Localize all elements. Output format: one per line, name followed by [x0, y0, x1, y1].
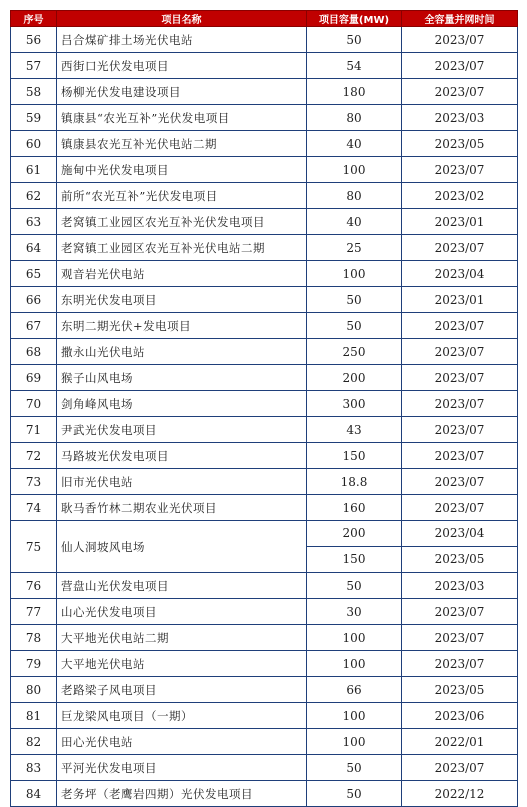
capacity-value: 80	[346, 188, 362, 203]
cell-capacity	[307, 755, 402, 781]
cell-serial-number: 66	[11, 287, 57, 313]
cell-capacity	[307, 105, 402, 131]
cell-serial-number: 75	[11, 521, 57, 573]
project-table	[10, 10, 518, 807]
capacity-value: 300	[342, 396, 366, 411]
date-value: 2023/07	[434, 344, 485, 359]
cell-project-name: 巨龙梁风电项目（一期）	[57, 703, 307, 729]
date-value: 2023/05	[434, 682, 485, 697]
cell-serial-number: 64	[11, 235, 57, 261]
cell-capacity	[307, 443, 402, 469]
cell-project-name: 大平地光伏电站	[57, 651, 307, 677]
table-body	[11, 27, 518, 807]
cell-serial-number: 57	[11, 53, 57, 79]
cell-serial-number: 79	[11, 651, 57, 677]
capacity-value: 180	[342, 84, 366, 99]
table-row	[11, 573, 518, 599]
cell-capacity	[307, 495, 402, 521]
cell-project-name: 施甸中光伏发电项目	[57, 157, 307, 183]
capacity-value: 50	[346, 578, 362, 593]
cell-grid-date	[402, 573, 518, 599]
cell-project-name: 东明二期光伏+发电项目	[57, 313, 307, 339]
cell-capacity	[307, 391, 402, 417]
date-value: 2023/07	[434, 656, 485, 671]
cell-project-name: 西街口光伏发电项目	[57, 53, 307, 79]
table-row	[11, 729, 518, 755]
cell-grid-date	[402, 313, 518, 339]
table-row	[11, 313, 518, 339]
date-value: 2023/07	[434, 318, 485, 333]
cell-serial-number: 73	[11, 469, 57, 495]
cell-project-name: 老窝镇工业园区农光互补光伏发电项目	[57, 209, 307, 235]
cell-grid-date	[402, 79, 518, 105]
cell-serial-number: 81	[11, 703, 57, 729]
capacity-value: 100	[342, 162, 366, 177]
cell-project-name: 平河光伏发电项目	[57, 755, 307, 781]
capacity-value: 50	[346, 318, 362, 333]
cell-capacity	[307, 573, 402, 599]
cell-project-name: 山心光伏发电项目	[57, 599, 307, 625]
capacity-value: 100	[342, 656, 366, 671]
date-value: 2023/05	[402, 546, 517, 572]
cell-serial-number: 59	[11, 105, 57, 131]
table-row	[11, 183, 518, 209]
project-table-container	[10, 10, 517, 807]
cell-grid-date	[402, 521, 518, 573]
cell-project-name: 尹武光伏发电项目	[57, 417, 307, 443]
date-value: 2023/07	[434, 162, 485, 177]
cell-serial-number: 60	[11, 131, 57, 157]
cell-serial-number: 80	[11, 677, 57, 703]
header-grid-connection-date: 全容量并网时间	[402, 11, 518, 27]
cell-capacity	[307, 651, 402, 677]
cell-capacity	[307, 287, 402, 313]
date-value: 2023/06	[434, 708, 485, 723]
cell-grid-date	[402, 339, 518, 365]
capacity-value: 100	[342, 266, 366, 281]
date-value: 2023/05	[434, 136, 485, 151]
capacity-value: 50	[346, 786, 362, 801]
cell-serial-number: 67	[11, 313, 57, 339]
cell-grid-date	[402, 183, 518, 209]
cell-project-name: 东明光伏发电项目	[57, 287, 307, 313]
cell-serial-number: 58	[11, 79, 57, 105]
header-row	[11, 11, 518, 27]
capacity-value: 80	[346, 110, 362, 125]
cell-capacity	[307, 521, 402, 573]
capacity-value: 50	[346, 32, 362, 47]
cell-project-name: 镇康县农光互补光伏电站二期	[57, 131, 307, 157]
cell-grid-date	[402, 781, 518, 807]
cell-capacity	[307, 781, 402, 807]
cell-serial-number: 61	[11, 157, 57, 183]
cell-grid-date	[402, 157, 518, 183]
table-row	[11, 521, 518, 573]
cell-project-name: 前所“农光互补”光伏发电项目	[57, 183, 307, 209]
cell-project-name: 老路梁子风电项目	[57, 677, 307, 703]
table-row	[11, 27, 518, 53]
cell-grid-date	[402, 131, 518, 157]
capacity-value: 50	[346, 760, 362, 775]
cell-serial-number: 76	[11, 573, 57, 599]
cell-capacity	[307, 235, 402, 261]
table-row	[11, 53, 518, 79]
table-row	[11, 703, 518, 729]
table-row	[11, 599, 518, 625]
cell-capacity	[307, 131, 402, 157]
cell-capacity	[307, 79, 402, 105]
cell-project-name: 仙人洞坡风电场	[57, 521, 307, 573]
header-serial-number: 序号	[11, 11, 57, 27]
cell-serial-number: 62	[11, 183, 57, 209]
date-value: 2023/07	[434, 760, 485, 775]
cell-project-name: 老务坪（老鹰岩四期）光伏发电项目	[57, 781, 307, 807]
table-row	[11, 755, 518, 781]
cell-grid-date	[402, 287, 518, 313]
cell-serial-number: 71	[11, 417, 57, 443]
cell-capacity	[307, 183, 402, 209]
cell-project-name: 撒永山光伏电站	[57, 339, 307, 365]
cell-capacity	[307, 339, 402, 365]
capacity-value: 200	[342, 370, 366, 385]
cell-grid-date	[402, 209, 518, 235]
cell-grid-date	[402, 53, 518, 79]
capacity-value: 30	[346, 604, 362, 619]
table-row	[11, 781, 518, 807]
cell-grid-date	[402, 677, 518, 703]
date-value: 2023/02	[434, 188, 485, 203]
table-row	[11, 131, 518, 157]
cell-capacity	[307, 677, 402, 703]
table-row	[11, 391, 518, 417]
cell-serial-number: 77	[11, 599, 57, 625]
cell-project-name: 田心光伏电站	[57, 729, 307, 755]
capacity-value: 150	[307, 546, 401, 572]
cell-project-name: 镇康县“农光互补”光伏发电项目	[57, 105, 307, 131]
cell-capacity	[307, 53, 402, 79]
date-value: 2023/04	[434, 266, 485, 281]
cell-serial-number: 63	[11, 209, 57, 235]
cell-serial-number: 82	[11, 729, 57, 755]
cell-capacity	[307, 417, 402, 443]
header-capacity: 项目容量(MW)	[307, 11, 402, 27]
date-value: 2023/01	[434, 292, 485, 307]
date-value: 2023/07	[434, 474, 485, 489]
capacity-value: 250	[342, 344, 366, 359]
capacity-value: 50	[346, 292, 362, 307]
cell-project-name: 吕合煤矿排土场光伏电站	[57, 27, 307, 53]
date-value: 2023/03	[434, 578, 485, 593]
capacity-value: 25	[346, 240, 362, 255]
date-value: 2023/07	[434, 240, 485, 255]
cell-project-name: 旧市光伏电站	[57, 469, 307, 495]
capacity-value: 43	[346, 422, 362, 437]
cell-serial-number: 68	[11, 339, 57, 365]
cell-grid-date	[402, 261, 518, 287]
cell-serial-number: 74	[11, 495, 57, 521]
cell-grid-date	[402, 365, 518, 391]
cell-grid-date	[402, 105, 518, 131]
cell-grid-date	[402, 391, 518, 417]
date-value: 2023/07	[434, 448, 485, 463]
date-value: 2023/07	[434, 58, 485, 73]
cell-serial-number: 83	[11, 755, 57, 781]
cell-serial-number: 65	[11, 261, 57, 287]
table-row	[11, 209, 518, 235]
table-row	[11, 443, 518, 469]
cell-capacity	[307, 729, 402, 755]
cell-project-name: 猴子山风电场	[57, 365, 307, 391]
cell-serial-number: 72	[11, 443, 57, 469]
date-value: 2023/07	[434, 370, 485, 385]
cell-project-name: 营盘山光伏发电项目	[57, 573, 307, 599]
cell-capacity	[307, 261, 402, 287]
date-value: 2023/07	[434, 422, 485, 437]
cell-serial-number: 84	[11, 781, 57, 807]
capacity-value: 160	[342, 500, 366, 515]
cell-project-name: 剑角峰风电场	[57, 391, 307, 417]
cell-grid-date	[402, 625, 518, 651]
cell-grid-date	[402, 495, 518, 521]
cell-capacity	[307, 365, 402, 391]
table-row	[11, 157, 518, 183]
date-value: 2022/01	[434, 734, 485, 749]
date-value: 2023/07	[434, 84, 485, 99]
table-row	[11, 417, 518, 443]
table-row	[11, 235, 518, 261]
table-row	[11, 495, 518, 521]
table-row	[11, 469, 518, 495]
capacity-value: 100	[342, 630, 366, 645]
cell-serial-number: 69	[11, 365, 57, 391]
cell-capacity	[307, 599, 402, 625]
date-value: 2023/01	[434, 214, 485, 229]
table-row	[11, 651, 518, 677]
cell-capacity	[307, 625, 402, 651]
date-value: 2023/03	[434, 110, 485, 125]
cell-project-name: 耿马香竹林二期农业光伏项目	[57, 495, 307, 521]
capacity-value: 200	[342, 526, 366, 540]
table-row	[11, 287, 518, 313]
table-row	[11, 365, 518, 391]
capacity-value: 40	[346, 136, 362, 151]
date-value: 2023/07	[434, 630, 485, 645]
cell-grid-date	[402, 755, 518, 781]
date-value: 2022/12	[434, 786, 485, 801]
capacity-value: 100	[342, 734, 366, 749]
date-value: 2023/07	[434, 500, 485, 515]
cell-grid-date	[402, 599, 518, 625]
cell-project-name: 老窝镇工业园区农光互补光伏电站二期	[57, 235, 307, 261]
capacity-value: 18.8	[340, 474, 368, 489]
capacity-value: 66	[346, 682, 362, 697]
cell-serial-number: 56	[11, 27, 57, 53]
cell-capacity	[307, 469, 402, 495]
header-project-name: 项目名称	[57, 11, 307, 27]
date-value: 2023/07	[434, 396, 485, 411]
cell-capacity	[307, 703, 402, 729]
cell-grid-date	[402, 443, 518, 469]
table-row	[11, 261, 518, 287]
cell-grid-date	[402, 235, 518, 261]
cell-serial-number: 70	[11, 391, 57, 417]
table-row	[11, 339, 518, 365]
cell-grid-date	[402, 469, 518, 495]
cell-grid-date	[402, 651, 518, 677]
capacity-value: 40	[346, 214, 362, 229]
table-row	[11, 677, 518, 703]
cell-project-name: 观音岩光伏电站	[57, 261, 307, 287]
table-row	[11, 105, 518, 131]
cell-capacity	[307, 27, 402, 53]
cell-project-name: 大平地光伏电站二期	[57, 625, 307, 651]
capacity-value: 54	[346, 58, 362, 73]
date-value: 2023/07	[434, 32, 485, 47]
cell-grid-date	[402, 27, 518, 53]
cell-project-name: 杨柳光伏发电建设项目	[57, 79, 307, 105]
date-value: 2023/07	[434, 604, 485, 619]
cell-capacity	[307, 209, 402, 235]
cell-project-name: 马路坡光伏发电项目	[57, 443, 307, 469]
table-row	[11, 625, 518, 651]
cell-grid-date	[402, 729, 518, 755]
date-value: 2023/04	[434, 526, 485, 540]
cell-capacity	[307, 313, 402, 339]
table-row	[11, 79, 518, 105]
cell-capacity	[307, 157, 402, 183]
capacity-value: 150	[342, 448, 366, 463]
cell-serial-number: 78	[11, 625, 57, 651]
cell-grid-date	[402, 417, 518, 443]
capacity-value: 100	[342, 708, 366, 723]
cell-grid-date	[402, 703, 518, 729]
table-header	[11, 11, 518, 27]
